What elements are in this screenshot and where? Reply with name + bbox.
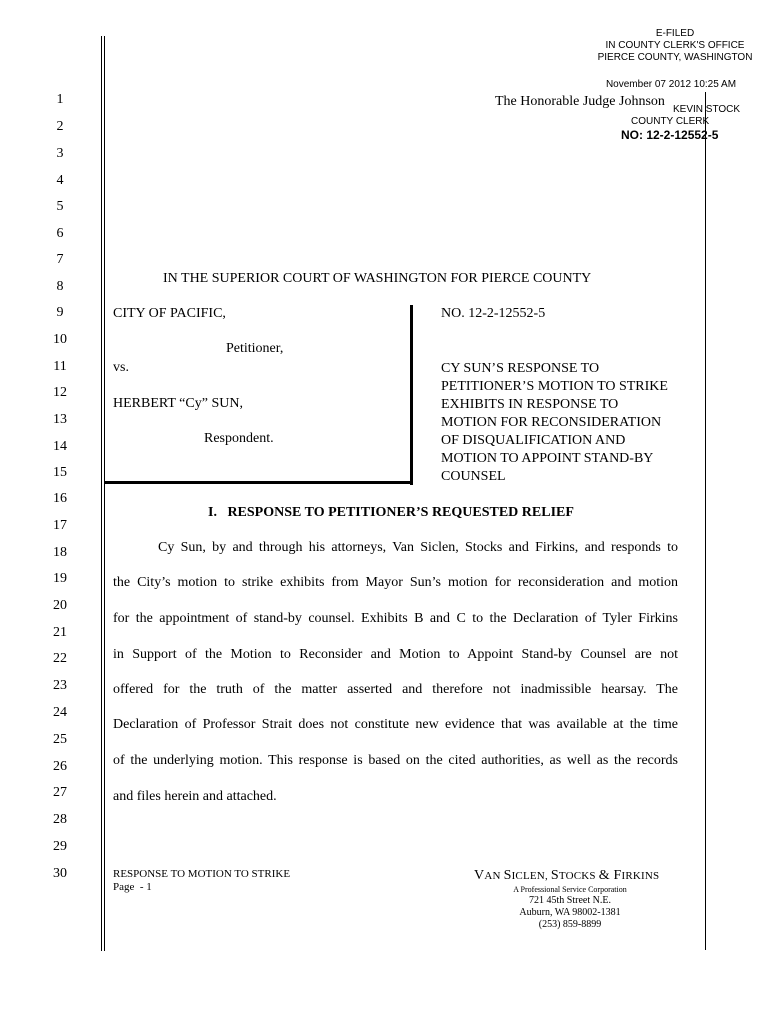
caption-horizontal-rule [105,481,413,484]
line-number: 16 [53,491,67,506]
line-number: 6 [56,226,64,241]
stamp-clerk-name: KEVIN STOCK [673,104,741,115]
document-title-line: CY SUN’S RESPONSE TO [441,361,600,376]
footer-document-name: RESPONSE TO MOTION TO STRIKE [113,868,291,880]
petitioner-name: CITY OF PACIFIC, [113,306,226,321]
line-number: 26 [53,759,67,774]
efiled-stamp [590,28,760,64]
body-line: for the appointment of stand-by counsel. Exhibits B and C to the Declaration of Tyler Firkins [113,611,678,626]
body-line: of the underlying motion. This response is based on the cited authorities, as well as the records [113,753,678,768]
line-number: 20 [53,598,67,613]
line-number: 17 [53,518,67,533]
firm-name-part: ICLEN, [511,870,551,882]
body-line: Declaration of Professor Strait does not constitute new evidence that was available at the time [113,717,678,732]
firm-name-part: AN [484,870,504,882]
firm-phone: (253) 859-8899 [538,919,602,930]
line-number: 25 [53,732,67,747]
stamp-clerk-title: COUNTY CLERK [631,116,710,127]
line-number: 12 [53,385,67,400]
firm-name-part: V [474,868,485,883]
margin-rule-outer [101,36,102,951]
document-title-line: PETITIONER’S MOTION TO STRIKE [441,379,668,394]
body-line: the City’s motion to strike exhibits from Mayor Sun’s motion for reconsideration and motion [113,575,678,590]
line-number: 9 [56,305,64,320]
firm-name-part: S [550,868,559,883]
respondent-name: HERBERT “Cy” SUN, [113,396,243,411]
body-line: Cy Sun, by and through his attorneys, Van Siclen, Stocks and Firkins, and responds to [158,540,678,555]
line-number: 15 [53,465,67,480]
body-line: and files herein and attached. [113,789,277,804]
firm-corporation: A Professional Service Corporation [513,885,627,894]
line-number: 23 [53,678,67,693]
line-number: 1 [56,92,64,107]
versus: vs. [113,360,129,375]
document-title-line: COUNSEL [441,469,506,484]
section-heading: I. RESPONSE TO PETITIONER’S REQUESTED RELIEF [208,505,574,520]
line-number: 7 [56,252,64,267]
stamp-office: IN COUNTY CLERK'S OFFICE [605,40,745,51]
line-number: 27 [53,785,67,800]
margin-rule-inner [104,36,105,951]
firm-name-part: F [613,868,622,883]
line-number: 3 [56,146,64,161]
line-number: 13 [53,412,67,427]
document-title-line: EXHIBITS IN RESPONSE TO [441,397,619,412]
line-number: 14 [53,439,67,454]
line-number: 4 [56,173,64,188]
respondent-role: Respondent. [204,431,274,446]
stamp-county: PIERCE COUNTY, WASHINGTON [597,52,753,63]
line-number: 10 [53,332,67,347]
line-number: 8 [56,279,64,294]
line-number: 22 [53,651,67,666]
document-title [441,360,668,486]
document-title-line: MOTION FOR RECONSIDERATION [441,415,662,430]
line-number: 30 [53,866,67,881]
line-number: 18 [53,545,67,560]
case-number: NO. 12-2-12552-5 [441,306,546,321]
document-title-line: MOTION TO APPOINT STAND-BY [441,451,654,466]
document-title-line: OF DISQUALIFICATION AND [441,433,626,448]
judge-name: The Honorable Judge Johnson [495,94,665,109]
right-margin-rule [705,92,706,950]
caption-vertical-rule [410,305,413,485]
stamp-datetime: November 07 2012 10:25 AM [605,79,737,90]
line-number: 5 [56,199,64,214]
firm-street: 721 45th Street N.E. [529,895,611,906]
line-number: 2 [56,119,64,134]
body-line: in Support of the Motion to Reconsider and Motion to Appoint Stand-by Counsel are not [113,647,678,662]
petitioner-role: Petitioner, [226,341,284,356]
firm-name-part: TOCKS [558,870,599,882]
firm-name-part: S [503,868,512,883]
firm-name-part: & [598,868,614,883]
firm-name-part: IRKINS [621,870,660,882]
body-line: offered for the truth of the matter asserted and therefore not inadmissible hearsay. The [113,682,678,697]
line-number: 29 [53,839,67,854]
firm-name [474,868,674,884]
line-number: 28 [53,812,67,827]
line-number: 21 [53,625,67,640]
footer-page-number: Page - 1 [113,881,152,893]
stamp-efiled: E-FILED [655,28,695,39]
court-title: IN THE SUPERIOR COURT OF WASHINGTON FOR PIERCE COUNTY [163,271,592,286]
firm-details [480,885,660,931]
line-number: 11 [53,359,67,374]
firm-city: Auburn, WA 98002-1381 [519,907,621,918]
line-number: 24 [53,705,67,720]
stamp-case-number: NO: 12-2-12552-5 [621,128,719,142]
line-number: 19 [53,571,67,586]
